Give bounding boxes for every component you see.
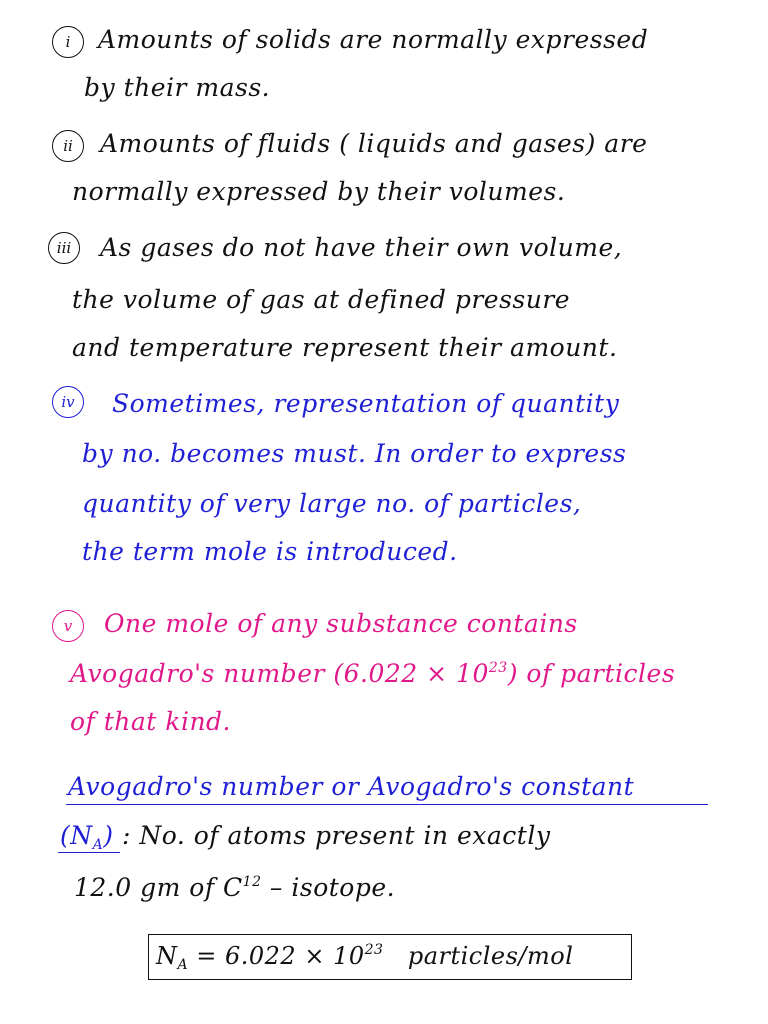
definition-text-2-prefix: 12.0 gm of C	[74, 873, 243, 902]
formula-lhs: N	[156, 942, 178, 970]
point-v-line-2-prefix: Avogadro's number (6.022 × 10	[70, 659, 489, 688]
point-iii-line-3: and temperature represent their amount.	[72, 333, 618, 362]
symbol-close: )	[103, 821, 114, 850]
point-v-exponent: 23	[488, 660, 508, 676]
numeral-iv: iv	[52, 386, 84, 418]
point-v-line-3: of that kind.	[70, 707, 231, 736]
definition-text-2-suffix: – isotope.	[261, 873, 396, 902]
formula-text	[156, 940, 573, 972]
avogadro-symbol	[60, 820, 114, 852]
heading-underline	[66, 804, 708, 805]
definition-text-1: : No. of atoms present in exactly	[121, 821, 551, 850]
point-v-line-2	[70, 658, 675, 690]
symbol-open: (N	[60, 821, 93, 850]
avogadro-heading: Avogadro's number or Avogadro's constant	[68, 772, 635, 801]
numeral-v: v	[52, 610, 84, 642]
numeral-iii: iii	[48, 232, 80, 264]
numeral-i: i	[52, 26, 84, 58]
numeral-ii: ii	[52, 130, 84, 162]
formula-middle: = 6.022 × 10	[188, 942, 365, 970]
formula-lhs-subscript: A	[177, 957, 189, 973]
symbol-underline	[58, 852, 120, 853]
point-iv-line-4: the term mole is introduced.	[82, 537, 458, 566]
point-ii-line-2: normally expressed by their volumes.	[72, 177, 566, 206]
symbol-subscript: A	[92, 837, 104, 853]
point-iv-line-3: quantity of very large no. of particles,	[82, 489, 582, 518]
point-iii-line-1: As gases do not have their own volume,	[100, 233, 623, 262]
formula-unit: particles/mol	[383, 942, 574, 970]
formula-exponent: 23	[364, 942, 384, 958]
point-iv-line-2: by no. becomes must. In order to express	[82, 439, 627, 468]
definition-line-1	[60, 820, 550, 852]
point-v-line-1: One mole of any substance contains	[104, 609, 578, 638]
point-v-line-2-suffix: ) of particles	[507, 659, 676, 688]
point-iii-line-2: the volume of gas at defined pressure	[72, 285, 571, 314]
definition-line-2	[74, 872, 395, 904]
isotope-exponent: 12	[242, 874, 262, 890]
point-iv-line-1: Sometimes, representation of quantity	[112, 389, 620, 418]
point-i-line-1: Amounts of solids are normally expressed	[98, 25, 649, 54]
point-ii-line-1: Amounts of fluids ( liquids and gases) are	[100, 129, 648, 158]
point-i-line-2: by their mass.	[84, 73, 271, 102]
